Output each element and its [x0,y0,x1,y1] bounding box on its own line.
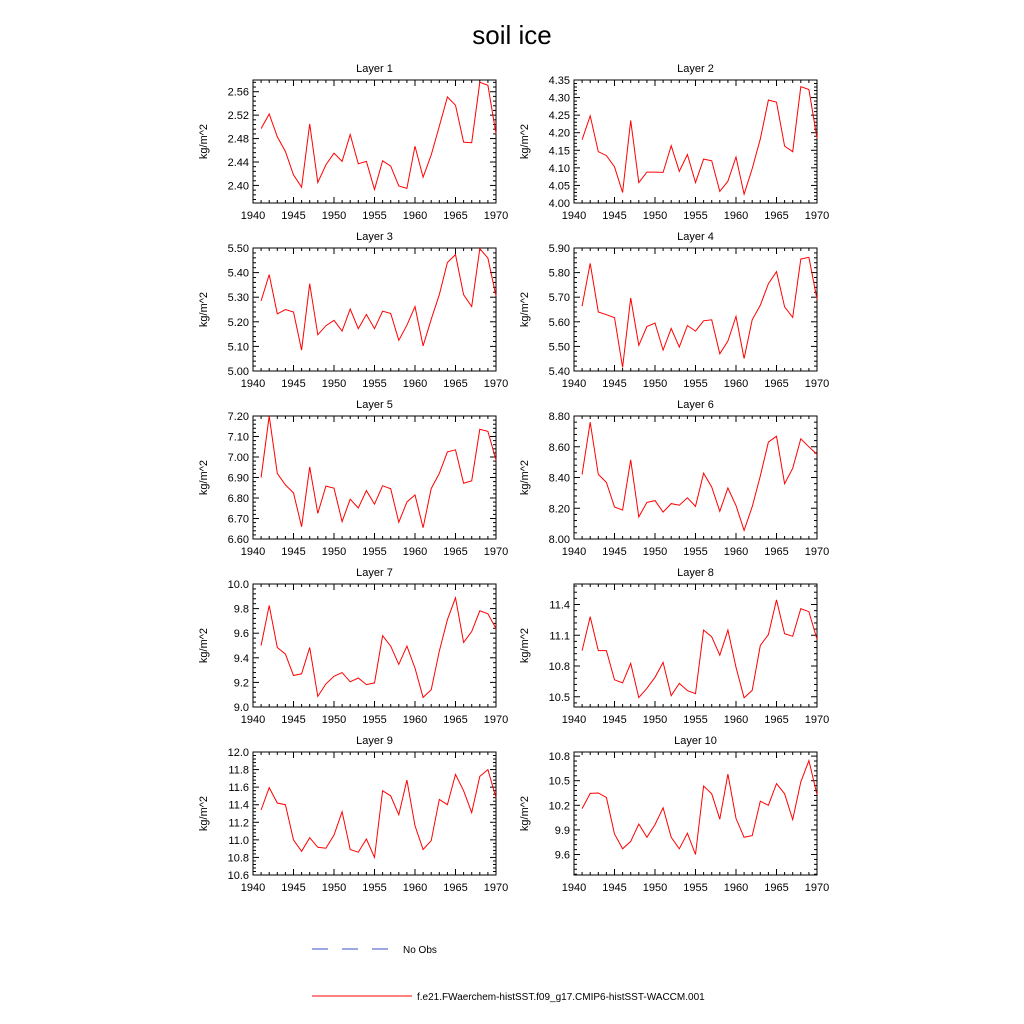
y-tick-label: 5.90 [548,243,570,255]
y-tick-label: 5.70 [548,292,570,305]
x-tick-label: 1945 [602,546,627,558]
y-tick-label: 5.60 [548,316,570,329]
panel-title: Layer 2 [677,63,714,75]
y-tick-label: 5.50 [548,341,570,354]
y-tick-label: 11.4 [228,799,249,812]
plot-frame [253,584,496,707]
y-tick-label: 9.9 [554,824,570,837]
y-axis-label: kg/m^2 [198,291,210,328]
y-tick-label: 4.35 [548,75,570,87]
panel-9 [198,735,508,894]
series-line [582,600,817,698]
x-tick-label: 1950 [642,546,668,558]
y-tick-label: 6.80 [227,493,249,505]
plot-frame [574,584,817,707]
x-tick-label: 1965 [764,546,789,558]
y-tick-label: 5.30 [227,292,249,305]
y-tick-label: 11.4 [549,599,570,612]
y-tick-label: 7.00 [227,452,249,464]
y-axis-label: kg/m^2 [519,123,531,160]
plot-frame [574,416,817,539]
series-line [261,249,496,350]
x-tick-label: 1950 [642,882,668,894]
y-tick-label: 10.5 [548,775,570,788]
y-tick-label: 9.0 [233,702,249,714]
x-tick-label: 1955 [362,210,387,222]
y-tick-label: 4.30 [548,92,570,105]
x-tick-label: 1940 [240,882,266,894]
x-tick-label: 1960 [402,714,428,726]
panel-4 [519,231,829,390]
y-tick-label: 8.20 [548,503,570,516]
x-tick-label: 1950 [321,210,347,222]
panel-title: Layer 4 [677,231,714,243]
y-tick-label: 10.0 [227,579,249,591]
y-tick-label: 5.50 [227,243,249,255]
panel-title: Layer 3 [356,231,393,243]
panel-6 [519,399,829,558]
series-line [261,770,496,858]
x-tick-label: 1955 [683,546,708,558]
x-tick-label: 1940 [240,210,266,222]
y-tick-label: 2.48 [227,133,249,146]
y-tick-label: 10.8 [227,852,249,865]
x-tick-label: 1945 [602,882,627,894]
panel-5 [198,399,508,558]
x-tick-label: 1970 [804,210,830,222]
panel-title: Layer 7 [356,567,393,579]
x-tick-label: 1965 [443,714,468,726]
plot-frame [253,416,496,539]
y-tick-label: 6.60 [227,534,249,546]
x-tick-label: 1955 [362,546,387,558]
legend-model-label: f.e21.FWaerchem-histSST.f09_g17.CMIP6-histSST-WACCM.001 [417,992,705,1003]
y-tick-label: 11.2 [228,817,249,830]
y-tick-label: 4.05 [548,180,570,193]
y-tick-label: 9.8 [233,603,249,616]
x-tick-label: 1940 [561,546,587,558]
plot-frame [253,248,496,371]
y-tick-label: 11.1 [549,630,570,643]
x-tick-label: 1965 [764,210,789,222]
x-tick-label: 1960 [723,546,749,558]
legend [312,945,705,1003]
y-tick-label: 5.20 [227,316,249,329]
y-tick-label: 9.2 [233,677,249,690]
series-line [582,87,817,195]
y-axis-label: kg/m^2 [519,627,531,664]
x-tick-label: 1960 [723,378,749,390]
x-tick-label: 1940 [561,714,587,726]
y-tick-label: 5.80 [548,267,570,280]
y-tick-label: 5.40 [548,366,570,378]
x-tick-label: 1970 [804,546,830,558]
y-tick-label: 8.40 [548,472,570,485]
plot-frame [574,248,817,371]
x-tick-label: 1970 [483,210,509,222]
x-tick-label: 1945 [281,714,306,726]
y-tick-label: 6.90 [227,472,249,485]
x-tick-label: 1955 [362,882,387,894]
x-tick-label: 1970 [804,378,830,390]
y-tick-label: 4.15 [548,145,570,158]
x-tick-label: 1965 [443,546,468,558]
x-tick-label: 1955 [362,378,387,390]
panel-title: Layer 1 [356,63,393,75]
series-line [261,416,496,528]
y-tick-label: 10.8 [548,751,570,764]
x-tick-label: 1955 [683,882,708,894]
y-tick-label: 5.00 [227,366,249,378]
x-tick-label: 1965 [443,210,468,222]
series-line [261,82,496,189]
y-tick-label: 7.10 [227,431,249,444]
x-tick-label: 1945 [281,882,306,894]
panel-3 [198,231,508,390]
panel-title: Layer 9 [356,735,393,747]
plot-frame [574,80,817,203]
y-tick-label: 2.40 [227,180,249,193]
y-tick-label: 6.70 [227,513,249,526]
plot-frame [253,80,496,203]
y-axis-label: kg/m^2 [198,627,210,664]
x-tick-label: 1960 [723,714,749,726]
x-tick-label: 1960 [723,882,749,894]
y-tick-label: 4.10 [548,162,570,175]
panels [198,63,829,894]
series-line [582,422,817,530]
y-tick-label: 2.52 [227,110,249,123]
y-tick-label: 9.6 [554,849,570,862]
y-axis-label: kg/m^2 [519,459,531,496]
x-tick-label: 1945 [602,714,627,726]
y-tick-label: 4.20 [548,127,570,140]
y-tick-label: 11.6 [228,782,249,795]
x-tick-label: 1960 [723,210,749,222]
panel-10 [519,735,829,894]
y-tick-label: 12.0 [227,747,249,759]
x-tick-label: 1965 [764,378,789,390]
x-tick-label: 1965 [443,378,468,390]
y-tick-label: 10.2 [548,800,570,813]
y-tick-label: 4.25 [548,110,570,123]
y-tick-label: 10.6 [227,870,249,882]
x-tick-label: 1940 [561,882,587,894]
y-tick-label: 10.8 [548,661,570,673]
x-tick-label: 1950 [321,882,347,894]
y-axis-label: kg/m^2 [198,123,210,160]
x-tick-label: 1945 [602,378,627,390]
x-tick-label: 1940 [240,714,266,726]
x-tick-label: 1955 [683,378,708,390]
y-tick-label: 2.44 [227,157,249,169]
x-tick-label: 1955 [683,714,708,726]
x-tick-label: 1970 [483,546,509,558]
x-tick-label: 1945 [281,210,306,222]
x-tick-label: 1940 [240,546,266,558]
y-tick-label: 4.00 [548,198,570,210]
series-line [582,761,817,855]
panel-8 [519,567,829,726]
figure-title: soil ice [472,20,552,50]
y-axis-label: kg/m^2 [198,459,210,496]
x-tick-label: 1965 [443,882,468,894]
x-tick-label: 1945 [602,210,627,222]
y-tick-label: 8.00 [548,534,570,546]
panel-title: Layer 10 [674,735,717,747]
y-tick-label: 8.80 [548,411,570,423]
x-tick-label: 1970 [483,882,509,894]
x-tick-label: 1970 [804,882,830,894]
y-tick-label: 9.4 [233,652,249,665]
x-tick-label: 1955 [683,210,708,222]
x-tick-label: 1940 [561,378,587,390]
series-line [261,598,496,698]
x-tick-label: 1940 [561,210,587,222]
x-tick-label: 1955 [362,714,387,726]
y-tick-label: 11.8 [228,764,249,777]
panel-title: Layer 6 [677,399,714,411]
panel-title: Layer 8 [677,567,714,579]
y-axis-label: kg/m^2 [519,291,531,328]
y-tick-label: 11.0 [228,834,249,847]
panel-7 [198,567,508,726]
x-tick-label: 1960 [402,882,428,894]
y-axis-label: kg/m^2 [198,795,210,832]
x-tick-label: 1970 [804,714,830,726]
y-tick-label: 9.6 [233,628,249,641]
x-tick-label: 1950 [321,546,347,558]
y-tick-label: 5.10 [227,341,249,354]
x-tick-label: 1960 [402,546,428,558]
x-tick-label: 1970 [483,378,509,390]
x-tick-label: 1970 [483,714,509,726]
x-tick-label: 1950 [642,714,668,726]
y-tick-label: 2.56 [227,86,249,99]
x-tick-label: 1960 [402,378,428,390]
x-tick-label: 1950 [321,714,347,726]
x-tick-label: 1950 [321,378,347,390]
legend-obs-label: No Obs [403,945,437,956]
panel-2 [519,63,829,222]
x-tick-label: 1965 [764,882,789,894]
series-line [582,257,817,367]
panel-title: Layer 5 [356,399,393,411]
x-tick-label: 1940 [240,378,266,390]
x-tick-label: 1945 [281,546,306,558]
x-tick-label: 1945 [281,378,306,390]
x-tick-label: 1965 [764,714,789,726]
y-tick-label: 10.5 [548,691,570,704]
y-tick-label: 5.40 [227,267,249,280]
panel-1 [198,63,508,222]
y-tick-label: 8.60 [548,441,570,454]
y-axis-label: kg/m^2 [519,795,531,832]
x-tick-label: 1960 [402,210,428,222]
x-tick-label: 1950 [642,210,668,222]
y-tick-label: 7.20 [227,411,249,423]
x-tick-label: 1950 [642,378,668,390]
